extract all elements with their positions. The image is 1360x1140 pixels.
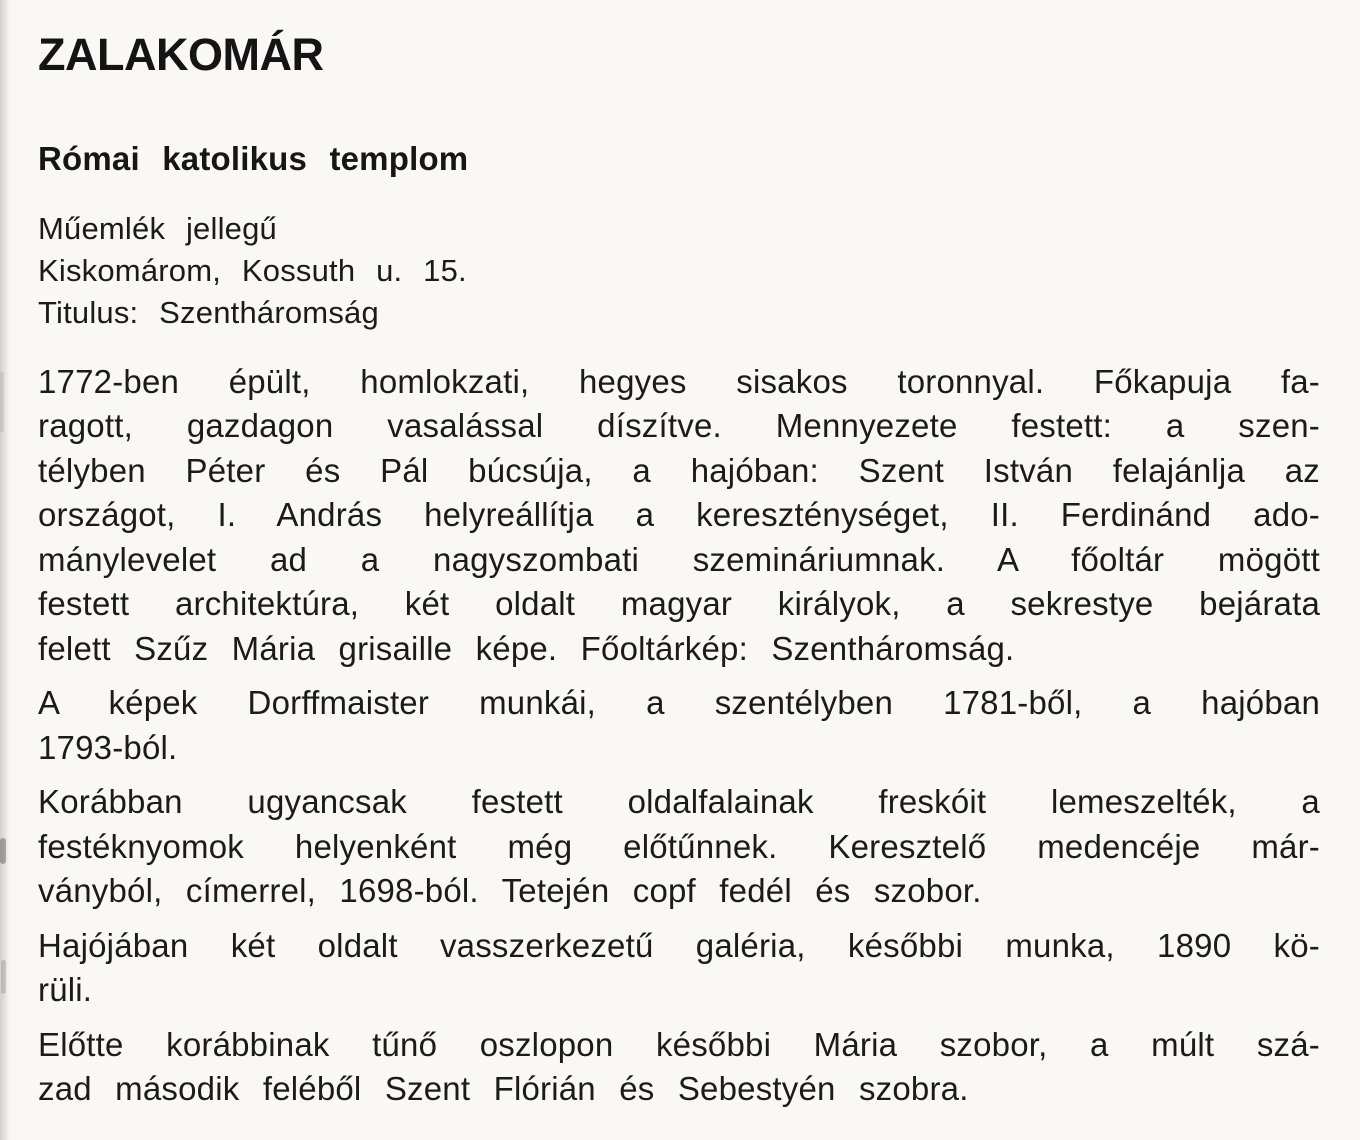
body-text-line: ványból, címerrel, 1698-ból. Tetején copf fedél és szobor.: [38, 872, 982, 909]
body-text-line: festéknyomok helyenként még előtűnnek. Keresztelő medencéje már-: [38, 827, 1320, 865]
body-text-line: országot, I. András helyreállítja a kereszténységet, II. Ferdinánd ado-: [38, 496, 1320, 533]
body-text-line: ragott, gazdagon vasalással díszítve. Mennyezete festett: a szen-: [38, 407, 1320, 444]
paragraph: [38, 1023, 1320, 1112]
scan-artifact: [0, 372, 4, 432]
scan-edge-shadow: [0, 0, 10, 1140]
body-text-line: 1772-ben épült, homlokzati, hegyes sisakos toronnyal. Főkapuja fa-: [38, 362, 1320, 400]
description-text: [38, 360, 1320, 1112]
body-text-line: rüli.: [38, 971, 93, 1008]
paragraph: [38, 681, 1320, 770]
monument-address-line: Kiskomárom, Kossuth u. 15.: [38, 252, 467, 288]
body-text-line: mánylevelet ad a nagyszombati szemináriumnak. A főoltár mögött: [38, 540, 1320, 578]
paragraph: [38, 924, 1320, 1013]
monument-info-block: [38, 208, 1320, 334]
monument-status-line: Műemlék jellegű: [38, 210, 277, 246]
paragraph: [38, 780, 1320, 914]
body-text-line: Előtte korábbinak tűnő oszlopon későbbi Mária szobor, a múlt szá-: [38, 1025, 1320, 1063]
monument-name-heading: Római katolikus templom: [38, 139, 469, 177]
monument-titulus-line: Titulus: Szentháromság: [38, 294, 379, 330]
body-text-line: télyben Péter és Pál búcsúja, a hajóban: Szent István felajánlja az: [38, 451, 1320, 489]
body-text-line: felett Szűz Mária grisaille képe. Főoltárkép: Szentháromság.: [38, 629, 1015, 667]
page-title: ZALAKOMÁR: [38, 29, 324, 80]
scan-artifact: [0, 838, 6, 864]
body-text-line: Hajójában két oldalt vasszerkezetű galéria, későbbi munka, 1890 kö-: [38, 926, 1320, 964]
body-text-line: 1793-ból.: [38, 728, 178, 766]
body-text-line: festett architektúra, két oldalt magyar királyok, a sekrestye bejárata: [38, 585, 1320, 622]
body-text-line: Korábban ugyancsak festett oldalfalainak freskóit lemeszelték, a: [38, 783, 1320, 820]
paragraph: [38, 360, 1320, 672]
body-text-line: zad második feléből Szent Flórián és Sebestyén szobra.: [38, 1070, 969, 1107]
body-text-line: A képek Dorffmaister munkái, a szentélyben 1781-ből, a hajóban: [38, 684, 1320, 721]
scan-artifact: [1, 960, 6, 994]
